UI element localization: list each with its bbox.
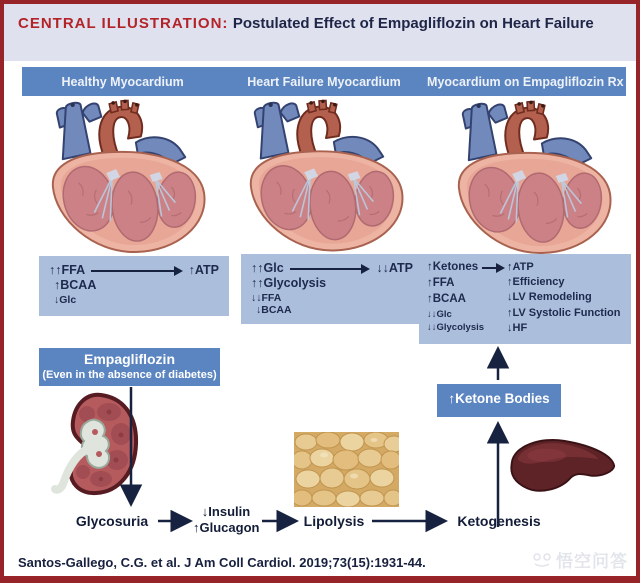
glc-label: ↓Glc	[54, 293, 77, 306]
hf-label: ↓HF	[507, 321, 528, 334]
adipocytes-image	[294, 432, 399, 507]
metabolite-column	[427, 260, 507, 338]
healthy-metabolism-box	[39, 256, 229, 316]
atp-label: ↓↓ATP	[376, 261, 413, 275]
bcaa-label: ↑BCAA	[427, 292, 466, 305]
citation: Santos-Gallego, C.G. et al. J Am Coll Cardiol. 2019;73(15):1931-44.	[18, 555, 426, 570]
right-arrow-icon	[91, 270, 181, 272]
ffa-label: ↑FFA	[427, 276, 455, 289]
ffa-label: ↑↑FFA	[49, 263, 86, 277]
bcaa-label: ↓BCAA	[256, 304, 292, 317]
watermark	[532, 547, 628, 572]
ffa-label: ↓↓FFA	[251, 291, 282, 304]
page-title: Postulated Effect of Empagliflozin on Heart Failure	[232, 15, 594, 32]
lipolysis-label: Lipolysis	[303, 513, 365, 529]
glc-label: ↑↑Glc	[251, 261, 284, 275]
title-label: CENTRAL ILLUSTRATION:	[18, 15, 229, 32]
empagliflozin-box	[39, 348, 220, 386]
empagliflozin-heart-illustration	[442, 97, 622, 255]
wukong-logo-icon	[532, 552, 552, 568]
title-bar	[4, 4, 636, 61]
right-arrow-icon	[290, 268, 369, 270]
column-header-failure: Heart Failure Myocardium	[247, 74, 401, 89]
ketone-bodies-label: ↑Ketone Bodies	[448, 391, 550, 406]
healthy-heart-illustration	[37, 96, 215, 254]
ketogenesis-label: Ketogenesis	[457, 513, 541, 529]
column-header-bar	[22, 67, 626, 96]
empagliflozin-title: Empagliflozin	[84, 351, 175, 367]
glycosuria-label: Glycosuria	[75, 513, 149, 529]
kidney-illustration	[49, 392, 141, 497]
effects-column	[507, 260, 625, 338]
bcaa-label: ↑BCAA	[54, 278, 97, 293]
liver-illustration	[504, 434, 620, 498]
ketones-label: ↑Ketones	[427, 261, 479, 273]
empagliflozin-subtitle: (Even in the absence of diabetes)	[42, 368, 217, 381]
failure-metabolism-box	[241, 254, 423, 324]
empagliflozin-metabolism-box	[419, 254, 631, 344]
lv-remodeling-label: ↓LV Remodeling	[507, 291, 592, 304]
glycolysis-label: ↓↓Glycolysis	[427, 321, 485, 333]
efficiency-label: ↑Efficiency	[507, 276, 565, 289]
glycolysis-label: ↑↑Glycolysis	[251, 276, 327, 291]
right-arrow-icon	[482, 267, 503, 269]
insulin-label: ↓Insulin	[201, 504, 251, 519]
atp-label: ↑ATP	[507, 261, 534, 273]
insulin-glucagon-label	[193, 504, 259, 537]
failure-heart-illustration	[231, 96, 413, 254]
ketone-bodies-box	[437, 384, 561, 417]
atp-label: ↑ATP	[188, 263, 219, 277]
lv-systolic-label: ↑LV Systolic Function	[507, 306, 621, 319]
glc-label: ↓↓Glc	[427, 308, 452, 320]
column-header-empagliflozin: Myocardium on Empagliflozin Rx	[427, 74, 624, 89]
glucagon-label: ↑Glucagon	[193, 520, 260, 536]
column-header-healthy: Healthy Myocardium	[61, 74, 184, 89]
watermark-text: 悟空问答	[556, 552, 628, 571]
